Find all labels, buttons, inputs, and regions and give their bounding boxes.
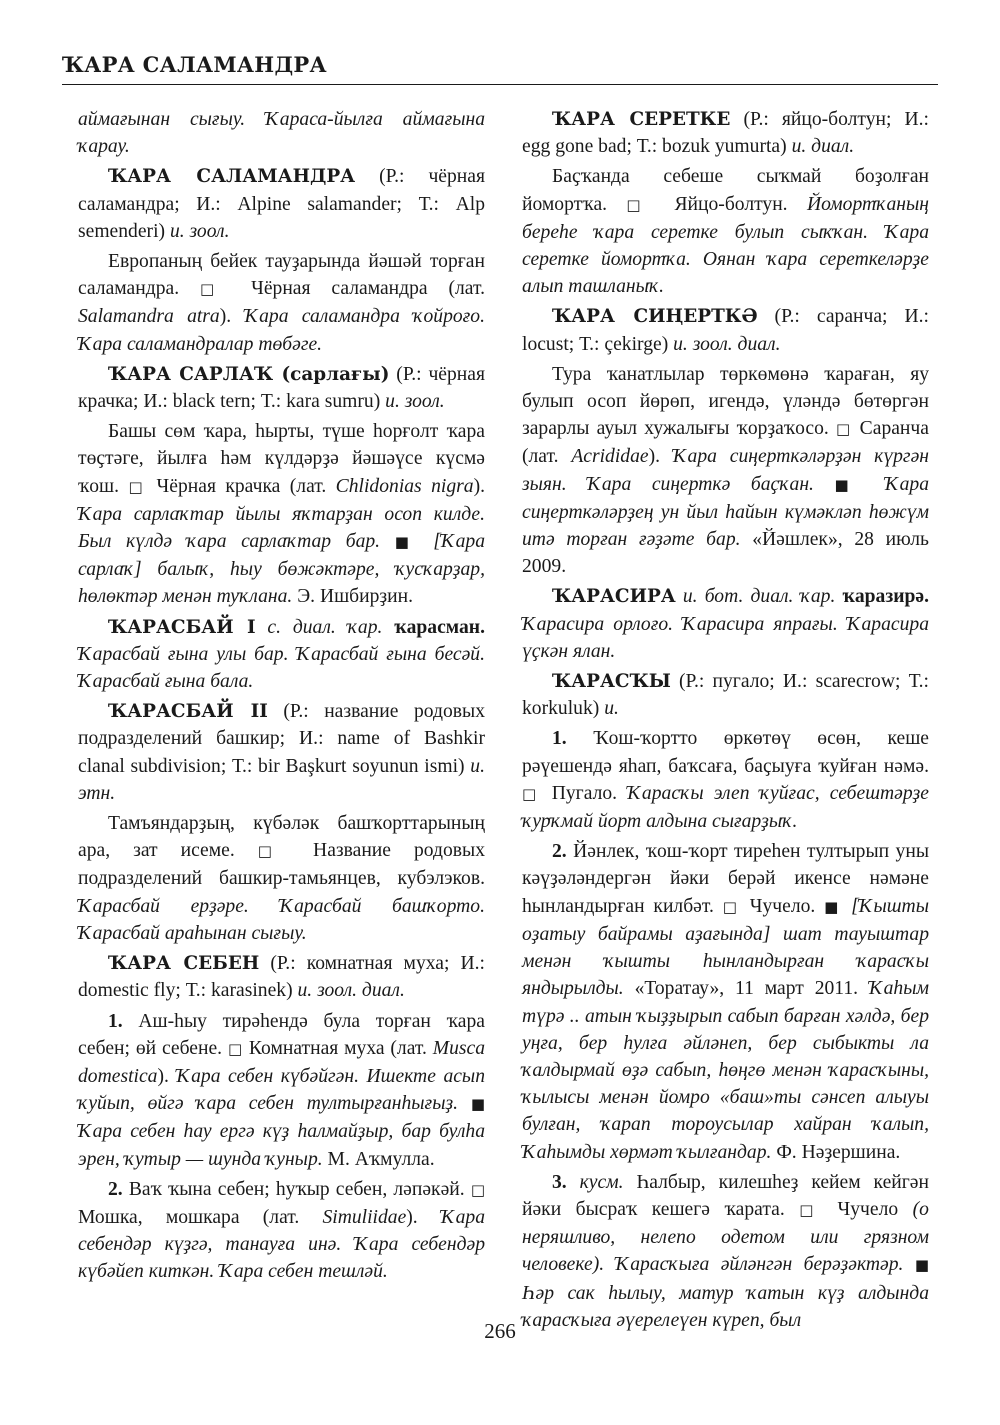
- filled-square-icon: ■: [824, 897, 843, 916]
- headword: ҠАРА СЕБЕН: [108, 953, 260, 975]
- headword: ҠАРАСҠЫ: [552, 671, 671, 693]
- open-square-icon: □: [799, 1200, 824, 1219]
- entry-kara-seben: ҠАРА СЕБЕН (Р.: комнатная муха; И.: domestic fly; Т.: karasinek) и. зоол. диал.: [78, 953, 485, 1002]
- open-square-icon: □: [200, 280, 231, 299]
- open-square-icon: □: [470, 1180, 485, 1199]
- open-square-icon: □: [522, 784, 542, 803]
- header-rule: [62, 84, 938, 85]
- entry-karasira: ҠАРАСИРА и. бот. диал. ҡар. ҡаразирә. Ҡарасира орлоғо. Ҡарасира япрағы. Ҡарасира үҫкән ялан.: [522, 586, 929, 662]
- filled-square-icon: ■: [394, 533, 419, 552]
- entry-continuation: аймағынан сығыу. Ҡараса-йылға аймағына ҡарау.: [78, 109, 485, 158]
- sense-2: 2. Йәнлек, ҡош-ҡорт тиреһен тултырып уны кәүҙәләндергән йәки берәй икенсе нәмәне һынландырған килбәт. □ Чучело. ■ [Ҡышты оҙатыу байрамы аҙағында] шат тауыштар менән ҡышты һынландырған ҡарасҡы яндырылды. «Торатау», 11 март 2011. Ҡаһым түрә .. атын ҡыҙҙырып сабып барған хәлдә, бер уңға, бер һулға әйләнеп, бер сыбыкты ла ҡалдырмай өҙә сабып, һөңгө менән ҡарасҡыны, ҡылысы менән йомро «баш»ты сәнсеп алыуы булған, ҡарап тороусылар хайран ҡалып, Ҡаһымды хөрмәт ҡылғандар. Ф. Нәҙершина.: [522, 841, 929, 1163]
- left-column: [78, 106, 485, 1289]
- entry-kara-singertke: ҠАРА СИҢЕРТКӘ (Р.: саранча; И.: locust; Т.: çekirge) и. зоол. диал.: [522, 306, 930, 355]
- sense-1: 1. Аш-һыу тирәһендә була торған ҡара себен; өй себене. □ Комнатная муха (лат. Musca domestica). Ҡара себен күбәйгән. Ишекте асып ҡуйып, өйгә ҡара себен тултырғанһығыҙ. ■ Ҡара себен һау ергә күҙ һалмайҙыр, бар булһа эрен, ҡутыр — шунда ҡуныр. М. Аҡмулла.: [78, 1010, 485, 1170]
- headword: ҠАРА СЕРЕТКЕ: [552, 109, 731, 130]
- sense-3: 3. кусм. Һалбыр, килешһеҙ кейем кейгән йәки бысраҡ кешегә ҡарата. □ Чучело (о неряшливо, нелепо одетом или грязном человеке). Ҡарасҡыға әйләнгән берәҙәктәр. ■ Һәр сак һылыу, матур ҡатын күҙ алдында ҡарасҡыға әүерелеүен күреп, был: [522, 1171, 929, 1331]
- definition: Тура ҡанатлылар төркөмөнә ҡараған, яу булып осоп йөрөп, игендә, үләндә бөтөргән зарарлы ауыл хужалығы ҡорҙаҡосо. □ Саранча (лат. Acrididae). Ҡара сиңерткәләрҙән күргән зыян. Ҡара сиңерткә баҫҡан. ■ Ҡара сиңерткәләрҙең ун йыл һайын күмәкләп һөжүм итә торған ғәҙәте бар. «Йәшлек», 28 июль 2009.: [522, 363, 929, 578]
- entry-karasbay-1: ҠАРАСБАЙ I с. диал. ҡар. ҡарасман. Ҡарасбай ғына улы бар. Ҡарасбай ғына бесәй. Ҡарасбай ғына бала.: [78, 616, 485, 693]
- open-square-icon: □: [835, 420, 853, 439]
- open-square-icon: □: [128, 477, 148, 496]
- open-square-icon: □: [227, 1039, 244, 1058]
- definition: Тамъяндарҙың, күбәләк башҡорттарының ара, зат исеме. □ Название родовых подразделений башкир-тамьянцев, кубэлэков. Ҡарасбай ерҙәре. Ҡарасбай башҡорто. Ҡарасбай араһынан сығыу.: [78, 813, 486, 944]
- headword: ҠАРА СИҢЕРТКӘ: [552, 306, 758, 328]
- headword: ҠАРАСБАЙ I: [108, 616, 256, 638]
- headword: ҠАРА САЛАМАНДРА: [108, 166, 356, 188]
- sense-2: 2. Ваҡ ҡына себен; һуҡыр себен, ләпәкәй. □ Мошка, мошкара (лат. Simuliidae). Ҡара себендәр күҙгә, танауға инә. Ҡара себендәр күбәйеп киткән. Ҡара себен тешләй.: [78, 1178, 485, 1283]
- definition: Европаның бейек тауҙарында йәшәй торған саламандра. □ Чёрная саламандра (лат. Salamandra atra). Ҡара саламандра ҡойроғо. Ҡара саламандралар төбәге.: [78, 251, 486, 355]
- filled-square-icon: ■: [834, 475, 865, 494]
- entry-kara-sarlak: ҠАРА САРЛАҠ (сарлағы) (Р.: чёрная крачка; И.: black tern; Т.: kara sumru) и. зоол.: [78, 363, 485, 413]
- page-number: 266: [484, 1319, 516, 1343]
- entry-karaski: ҠАРАСҠЫ (Р.: пугало; И.: scarecrow; Т.: korkuluk) и.: [522, 671, 929, 720]
- entry-kara-seretke: ҠАРА СЕРЕТКЕ (Р.: яйцо-болтун; И.: egg gone bad; Т.: bozuk yumurta) и. диал.: [522, 109, 929, 158]
- definition: Башы сөм ҡара, һырты, түше һорғолт ҡара төҫтәге, йылға һәм күлдәрҙә йәшәүсе күсмә ҡош. □ Чёрная крачка (лат. Chlidonias nigra). Ҡара сарлаҡтар йылы яҡтарҙан осоп килде. Был күлдә ҡара сарлаҡтар бар. ■ [Ҡара сарлаҡ] балыҡ, һыу бөжәктәре, ҡусҡарҙар, һөлөктәр менән туҡлана. Э. Ишбирҙин.: [78, 421, 485, 608]
- open-square-icon: □: [257, 842, 291, 861]
- open-square-icon: □: [626, 195, 656, 214]
- definition: Баҫҡанда себеше сыҡмай боҙолған йомортҡа. □ Яйцо-болтун. Йомортҡаның береһе ҡара серетке булып сыҡҡан. Ҡара серетке йомортҡа. Оянан ҡара сереткеләрҙе алып ташланыҡ.: [522, 166, 929, 298]
- entry-kara-salamandra: ҠАРА САЛАМАНДРА (Р.: чёрная саламандра; И.: Alpine salamander; Т.: Alp semenderi) и. зоол.: [78, 166, 485, 242]
- filled-square-icon: ■: [470, 1095, 485, 1114]
- headword: ҠАРАСИРА: [552, 586, 676, 608]
- running-head: ҠАРА САЛАМАНДРА: [62, 52, 327, 77]
- headword: ҠАРА САРЛАҠ (сарлағы): [108, 363, 390, 385]
- right-column: [522, 106, 929, 1337]
- headword: ҠАРАСБАЙ II: [108, 701, 268, 723]
- sense-1: 1. Ҡош-ҡортто өркөтөү өсөн, кеше рәүешендә яһап, баҡсаға, баҫыуға ҡуйған нәмә. □ Пугало. Ҡарасҡы элеп ҡуйғас, себештәрҙе ҡурҡмай йорт алдына сығарҙыҡ.: [522, 728, 929, 833]
- open-square-icon: □: [722, 897, 741, 916]
- entry-karasbay-2: ҠАРАСБАЙ II (Р.: название родовых подразделений башкир; И.: name of Bashkir clanal subdivision; Т.: bir Başkurt soyunun ismi) и. этн.: [78, 701, 485, 804]
- filled-square-icon: ■: [914, 1256, 929, 1275]
